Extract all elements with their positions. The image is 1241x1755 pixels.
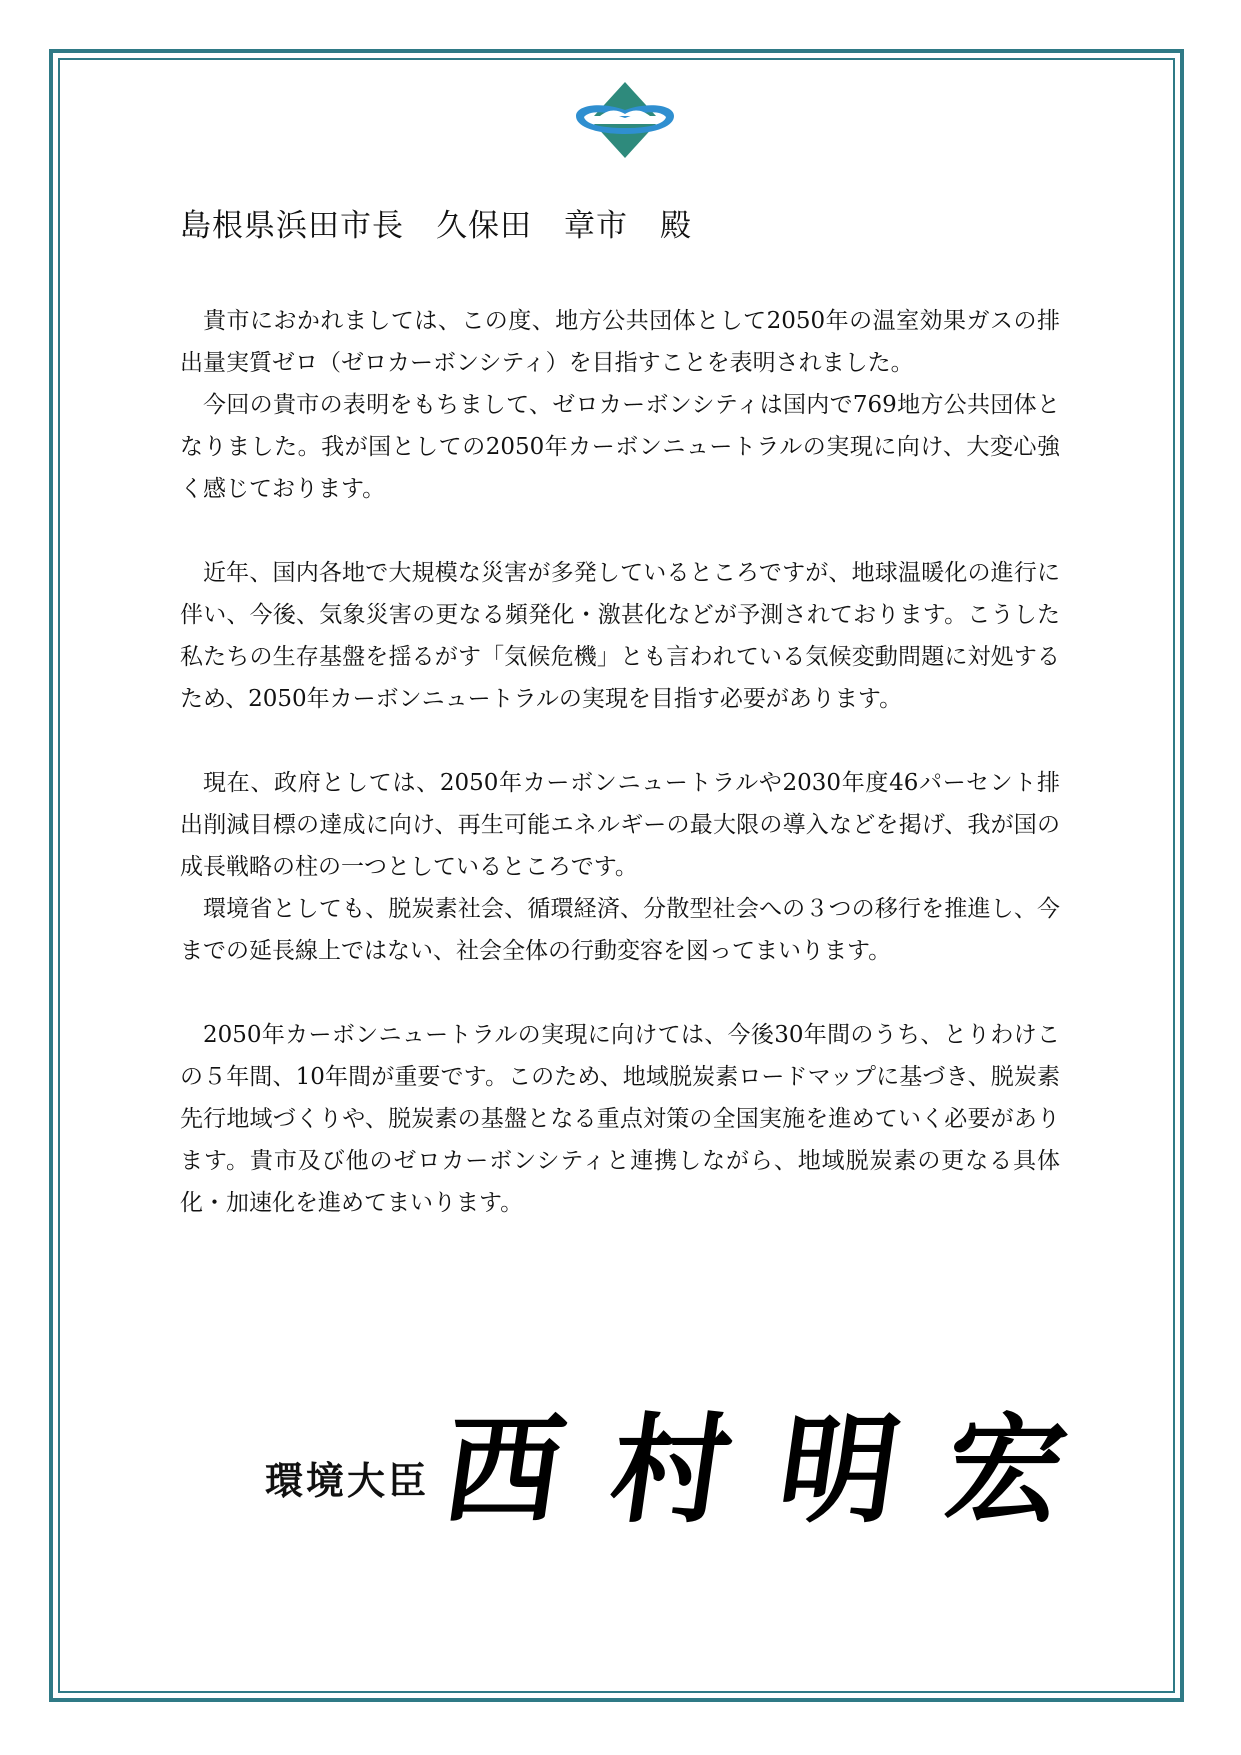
signature-char: 宏	[937, 1400, 1075, 1539]
paragraph: 環境省としても、脱炭素社会、循環経済、分散型社会への３つの移行を推進し、今までの延長線上ではない、社会全体の行動変容を図ってまいります。	[180, 896, 1060, 964]
signature-char: 明	[769, 1400, 908, 1539]
addressee-line: 島根県浜田市長 久保田 章市 殿	[180, 208, 692, 244]
signature-char: 村	[602, 1400, 741, 1539]
signature-block	[265, 1395, 1075, 1545]
paragraph: 現在、政府としては、2050年カーボンニュートラルや2030年度46パーセント排出削減目標の達成に向け、再生可能エネルギーの最大限の導入などを掲げ、我が国の成長戦略の柱の一つとしているところです。	[180, 770, 1060, 880]
signature-char: 西	[435, 1400, 573, 1539]
handwritten-signature	[435, 1400, 1075, 1540]
paragraph: 貴市におかれましては、この度、地方公共団体として2050年の温室効果ガスの排出量実質ゼロ（ゼロカーボンシティ）を目指すことを表明されました。	[180, 308, 1060, 376]
minister-title: 環境大臣	[265, 1459, 430, 1503]
letter-body	[180, 300, 1060, 1224]
paragraph: 近年、国内各地で大規模な災害が多発しているところですが、地球温暖化の進行に伴い、今後、気象災害の更なる頻発化・激甚化などが予測されております。こうした私たちの生存基盤を揺るがす「気候危機」とも言われている気候変動問題に対処するため、2050年カーボンニュートラルの実現を目指す必要があります。	[180, 560, 1060, 712]
paragraph: 今回の貴市の表明をもちまして、ゼロカーボンシティは国内で769地方公共団体となりました。我が国としての2050年カーボンニュートラルの実現に向け、大変心強く感じております。	[180, 392, 1060, 502]
paragraph: 2050年カーボンニュートラルの実現に向けては、今後30年間のうち、とりわけこの５年間、10年間が重要です。このため、地域脱炭素ロードマップに基づき、脱炭素先行地域づくりや、脱炭素の基盤となる重点対策の全国実施を進めていく必要があります。貴市及び他のゼロカーボンシティと連携しながら、地域脱炭素の更なる具体化・加速化を進めてまいります。	[180, 1022, 1060, 1216]
ministry-logo-icon	[570, 80, 680, 160]
